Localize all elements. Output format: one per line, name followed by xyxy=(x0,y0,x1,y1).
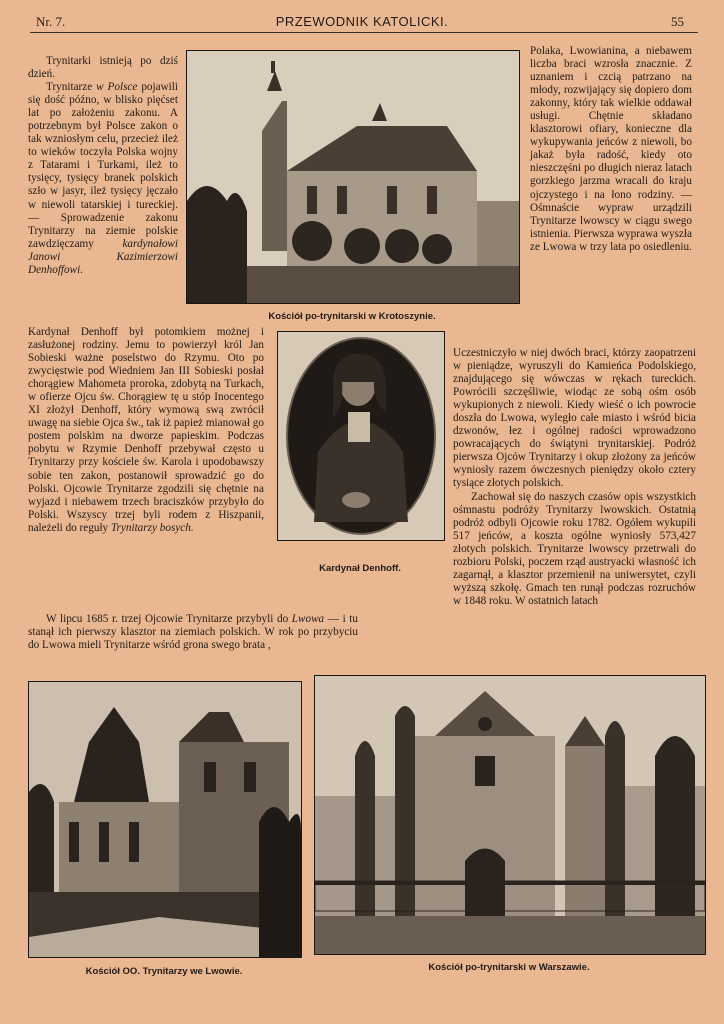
caption-denhoff: Kardynał Denhoff. xyxy=(319,563,401,574)
issue-number: Nr. 7. xyxy=(36,14,66,29)
church-krotoszyn-photo xyxy=(186,50,520,304)
paragraph-lviv: W lipcu 1685 r. trzej Ojcowie Trynitarze przybyli do Lwowa — i tu stanął ich pierwszy klasztor na ziemiach polskich. W rok po przybyciu do Lwowa mieli Trynitarze wśród grona swego brata , xyxy=(28,613,358,652)
cardinal-denhoff-portrait xyxy=(277,331,445,541)
caption-warsaw: Kościół po-trynitarski w Warszawie. xyxy=(428,962,590,973)
article-column-right-lower xyxy=(453,347,696,608)
article-column-right xyxy=(530,45,692,254)
paragraph-trynitarki: Trynitarki istnieją po dziś dzień. xyxy=(28,55,178,81)
article-column-bottom-left xyxy=(28,613,358,652)
paragraph-intro: Trynitarze w Polsce pojawili się dość późno, w blisko pięćset lat po założeniu zakonu. A potrzebnym był Polsce zakon o tak wzniosłym celu, przecież ileż to wieków toczyła Polska wojny z Tatarami i Turkami, ileż to tysięcy, tysięcy branek polskich szło w jasyr, ileż tysięcy jęczało w niewoli tatarskiej i tureckiej. — Sprowadzenie zakonu Trynitarzy na ziemie polskie zawdzięczamy kardynałowi Janowi Kazimierzowi Denhoffowi. xyxy=(28,81,178,276)
paragraph-wyprawa: Uczestniczyło w niej dwóch braci, którzy zaopatrzeni w pieniądze, wyruszyli do Kamieńca Podolskiego, znajdującego się wówczas w rękach tureckich. Powrócili szczęśliwie, wiodąc ze sobą ośm osób wykupionych z niewoli. Kiedy wieść o ich powrocie doszła do Lwowa, wyległo całe miasto i wśród bicia dzwonów, łez i ogólnej radości wprowadzono powracających do świątyni trynitarskiej. Podróż pierwsza Ojców Trynitarzy i okup złożony za jeńców wyniosły razem ówczesnych pieniędzy około cztery tysiące złotych polskich. xyxy=(453,347,696,490)
page-number: 55 xyxy=(671,14,684,29)
paragraph-opis: Zachował się do naszych czasów opis wszystkich ośmnastu podróży Trynitarzy lwowskich. Ostatnią podróż odbyli Ojcowie roku 1782. Ogółem wykupili 517 jeńców, a koszta ogólne wyniosły 573,427 złotych polskich. Trynitarze lwowscy przetrwali do rozbioru Polski, poczem rząd austryacki własność ich zagarnął, a klasztor przemienił na uniwersytet, czyli wyższą szkołę. Gmach ten runął podczas rozruchów w 1848 roku. W ostatnich latach xyxy=(453,490,696,607)
journal-title: PRZEWODNIK KATOLICKI. xyxy=(275,14,449,29)
paragraph-denhoff: Kardynał Denhoff był potomkiem możnej i zasłużonej rodziny. Jemu to powierzył król Jan Sobieski ważne poselstwo do Rzymu. Oto po zwycięstwie pod Wiedniem Jan III Sobieski posłał chorągiew Mahometa proroka, zdobytą na Turkach, w ofierze Ojcu św. Chorągiew tę u stóp Inocentego XI złożył Denhoff, który wymową swą zwrócił uwagę na siebie Ojca św., tak iż papież mianował go postem polskim na dworze papieskim. Podczas pobytu w Rzymie Denhoff przebywał często u Trynitarzy przy kościele św. Karola i upodobawszy sobie ten zakon, postanowił sprowadzić go do Polski. Ojcowie Trynitarze zgodzili się chętnie na wyjazd i niebawem trzech braciszków przybyło do Polski. Wszyscy trzej byli rodem z Hiszpanii, należeli do reguły Trynitarzy bosych. xyxy=(28,326,264,534)
church-lviv-photo xyxy=(28,681,302,958)
caption-krotoszyn: Kościół po-trynitarski w Krotoszynie. xyxy=(268,311,436,322)
paragraph-polaka: Polaka, Lwowianina, a niebawem liczba braci wzrosła znacznie. Z uznaniem i czcią patrzano na młody, rozwijający się dopiero dom zakonny, który tak wielkie oddawał usługi. Chętnie składano klasztorowi ofiary, konieczne dla wykupywania jeńców z niewoli, bo jakaż była radość, kiedy oto nieszczęśni po długich nieraz latach gorzkiego jarzma wracali do kraju ojczystego i na łono rodziny. — Ośmnaście wypraw urządzili Trynitarze lwowscy w ciągu swego istnienia. Pierwsza wyprawa wyszła ze Lwowa w trzy lata po osiedleniu. xyxy=(530,45,692,253)
article-column-left xyxy=(28,55,178,277)
caption-lviv: Kościół OO. Trynitarzy we Lwowie. xyxy=(85,966,243,977)
article-column-left-lower xyxy=(28,326,264,535)
church-warsaw-photo xyxy=(314,675,706,955)
header-rule xyxy=(30,32,698,33)
